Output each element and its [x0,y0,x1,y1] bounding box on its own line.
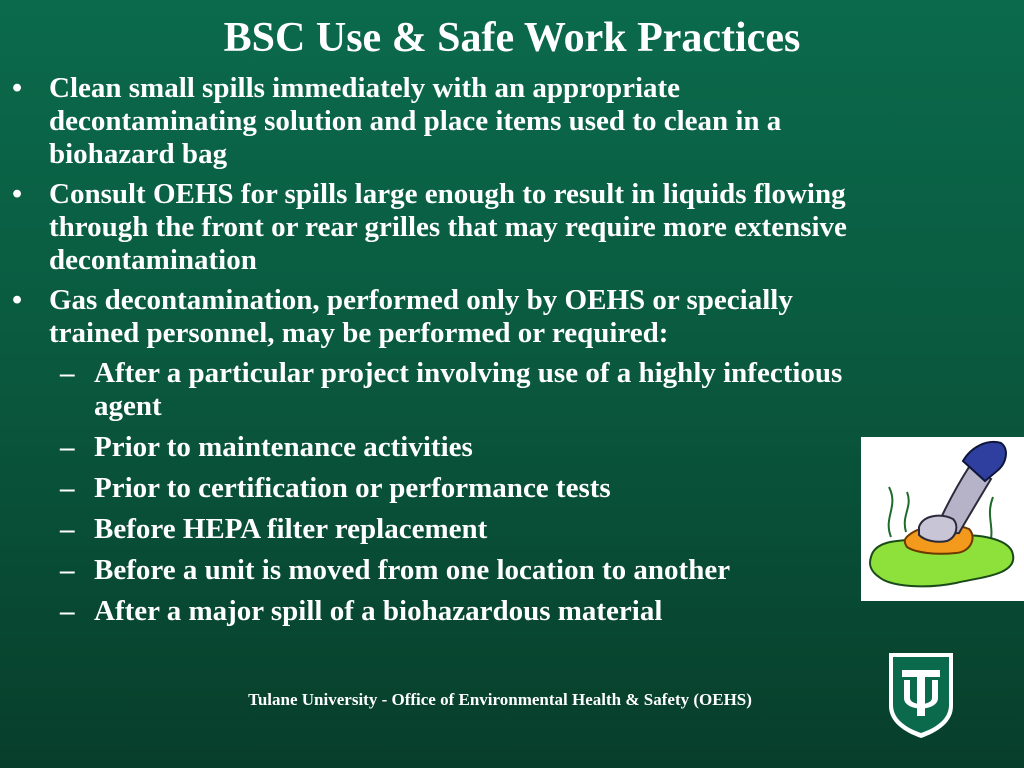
footer-text: Tulane University - Office of Environmental Health & Safety (OEHS) [248,690,752,709]
sub-bullet-item [0,431,854,464]
dash-marker: – [60,472,75,504]
dash-marker: – [60,554,75,586]
sub-bullet-text: Prior to certification or performance tests [94,472,611,504]
sub-bullet-item [0,595,854,628]
bullet-marker: • [12,72,23,104]
sub-bullet-item [0,554,854,587]
bullet-text: Gas decontamination, performed only by OEHS or specially trained personnel, may be performed or required: [49,284,793,349]
sub-bullet-item [0,513,854,546]
bullet-item [0,284,849,350]
slide-title: BSC Use & Safe Work Practices [223,15,801,61]
bullet-item [0,178,849,277]
dash-marker: – [60,357,75,389]
dash-marker: – [60,513,75,545]
bullet-text: Clean small spills immediately with an appropriate decontaminating solution and place items used to clean in a biohazard bag [49,72,782,170]
bullet-item [0,72,849,171]
dash-marker: – [60,431,75,463]
bullet-marker: • [12,178,23,210]
sub-bullet-item [0,472,854,505]
sub-bullet-text: Before a unit is moved from one location to another [94,554,731,586]
sub-bullet-text: Prior to maintenance activities [94,431,473,463]
bullet-text: Consult OEHS for spills large enough to result in liquids flowing through the front or rear grilles that may require more extensive decontamination [49,178,847,276]
sub-bullet-text: Before HEPA filter replacement [94,513,488,545]
bullet-marker: • [12,284,23,316]
slide-content [0,72,860,636]
sub-bullet-text: After a particular project involving use of a highly infectious agent [94,357,843,422]
dash-marker: – [60,595,75,627]
sub-bullet-text: After a major spill of a biohazardous material [94,595,663,627]
sub-bullet-item [0,357,854,423]
cleaning-spill-clipart-icon [861,437,1024,601]
